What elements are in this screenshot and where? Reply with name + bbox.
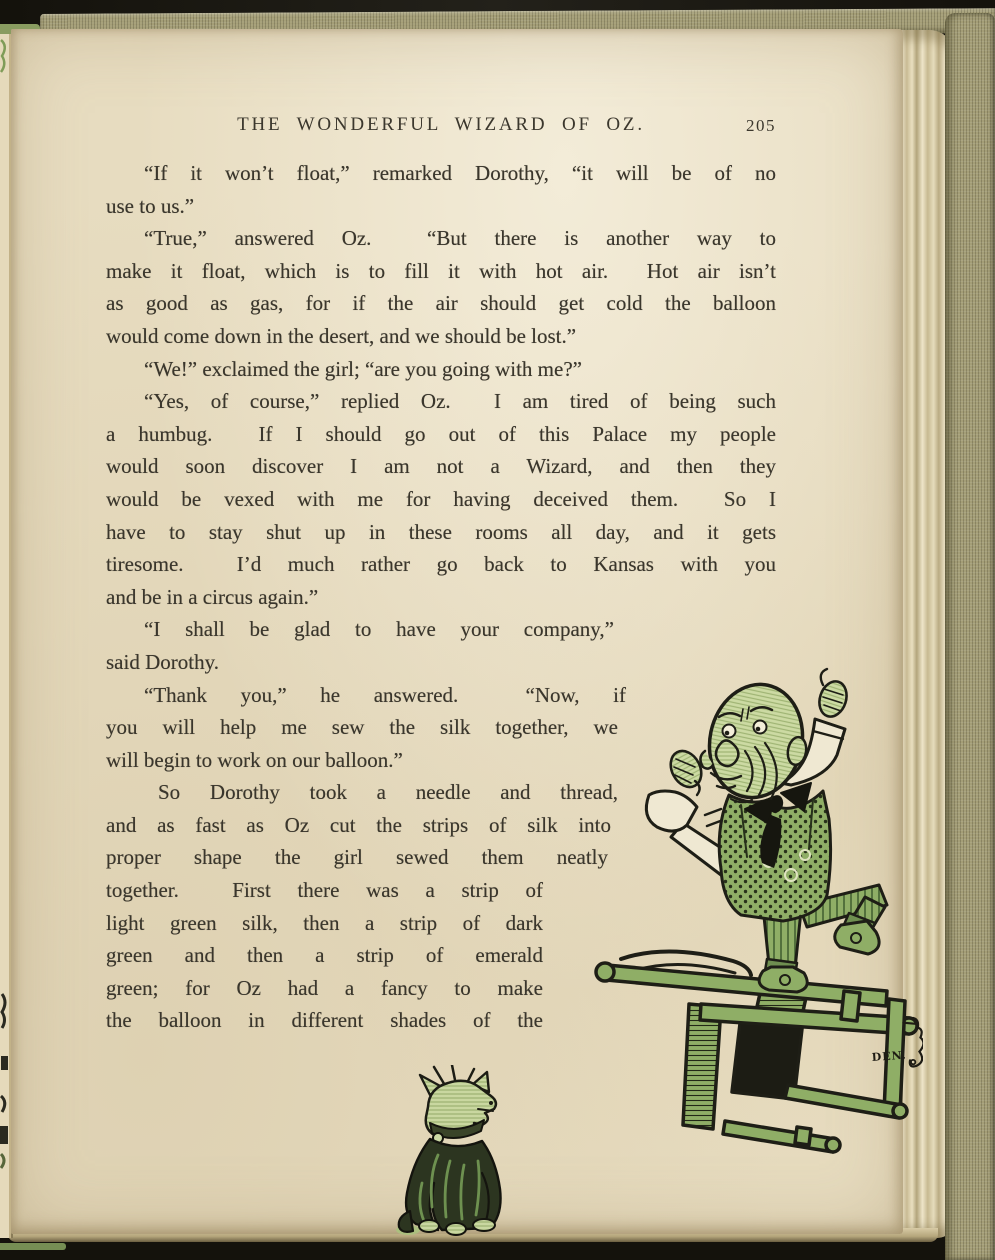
text-line: So Dorothy took a needle and thread, [158, 780, 618, 805]
wizard-illustration [583, 659, 923, 1154]
text-line: would soon discover I am not a Wizard, and then they [106, 454, 776, 479]
wizard-left-hand [665, 746, 708, 795]
text-line: a humbug. If I should go out of this Palace my people [106, 421, 776, 446]
text-line: you will help me sew the silk together, we [106, 715, 618, 740]
book-cover-right [945, 13, 995, 1260]
text-line: will begin to work on our balloon.” [106, 747, 403, 772]
text-line: make it float, which is to fill it with hot air. Hot air isn’t [106, 258, 776, 283]
text-line: “I shall be glad to have your company,” [144, 617, 614, 642]
signature-text: DEN. [871, 1048, 908, 1064]
text-line: light green silk, then a strip of dark [106, 910, 543, 935]
text-line: “We!” exclaimed the girl; “are you going with me?” [144, 356, 582, 381]
text-line: “If it won’t float,” remarked Dorothy, “it will be of no [144, 161, 776, 185]
overturned-chair-illustration [596, 951, 917, 1152]
text-line: tiresome. I’d much rather go back to Kansas with you [106, 552, 776, 577]
text-line: green; for Oz had a fancy to make [106, 975, 543, 1000]
text-line: use to us.” [106, 193, 195, 218]
text-line: “Thank you,” he answered. “Now, if [144, 682, 626, 707]
text-line: proper shape the girl sewed them neatly [106, 845, 608, 870]
text-line: as good as gas, for if the air should get cold the balloon [106, 291, 776, 316]
wizard-head [699, 676, 813, 807]
text-line: together. First there was a strip of [106, 878, 543, 903]
green-page-fragment-bottom [0, 1243, 66, 1250]
wizard-figure [646, 669, 887, 992]
text-line: green and then a strip of emerald [106, 943, 543, 968]
text-line: would be vexed with me for having deceived them. So I [106, 486, 776, 511]
text-line: “True,” answered Oz. “But there is another way to [144, 226, 776, 251]
wizard-right-hand [815, 669, 851, 720]
running-head [106, 114, 776, 144]
text-line: the balloon in different shades of the [106, 1008, 543, 1033]
text-line: and as fast as Oz cut the strips of silk into [106, 812, 611, 837]
toto-illustration [394, 1065, 519, 1237]
text-line: “Yes, of course,” replied Oz. I am tired of being such [144, 389, 776, 414]
page-number: 205 [746, 116, 776, 135]
book-page [11, 29, 908, 1234]
text-line: would come down in the desert, and we should be lost.” [106, 323, 577, 348]
text-line: said Dorothy. [106, 649, 219, 674]
text-line: have to stay shut up in these rooms all day, and it gets [106, 519, 776, 544]
text-line: and be in a circus again.” [106, 584, 319, 609]
running-title: THE WONDERFUL WIZARD OF OZ. [237, 114, 645, 135]
